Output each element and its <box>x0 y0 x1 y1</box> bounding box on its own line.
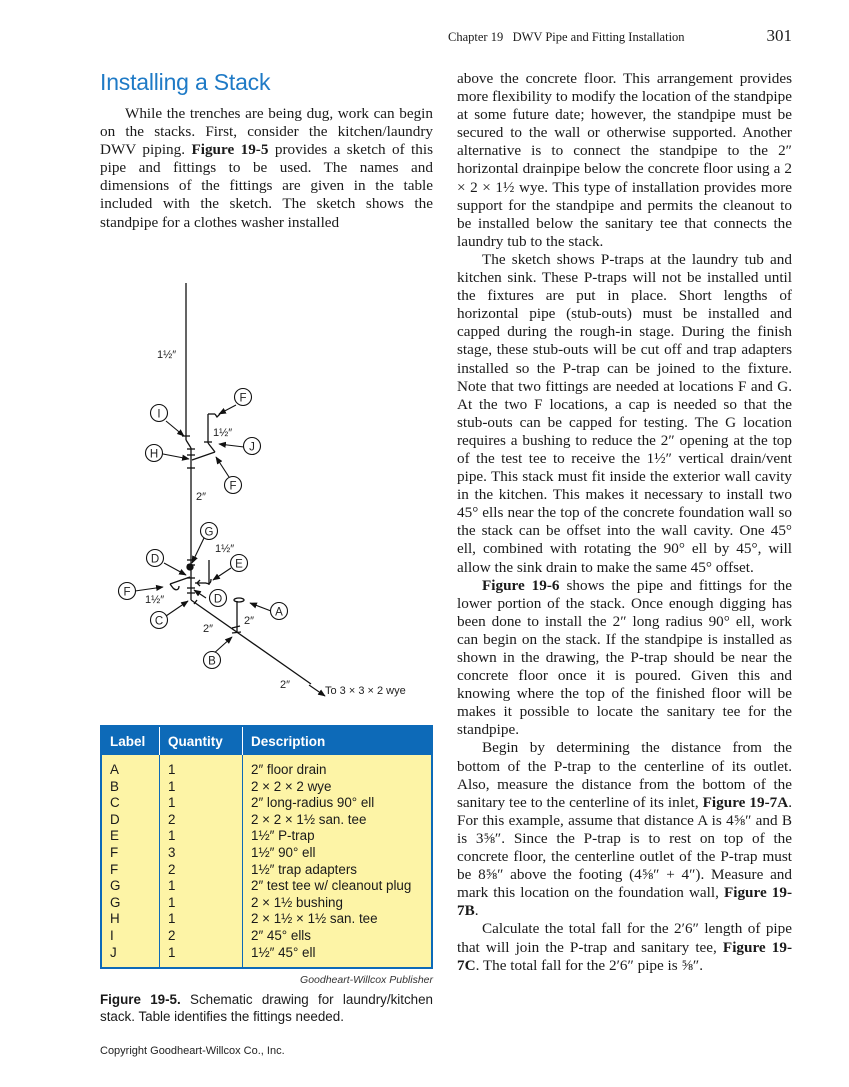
table-cell-quantity: 2 <box>168 861 176 877</box>
paragraph: Figure 19-6 shows the pipe and fittings for the lower portion of the stack. Once enough digging has been done to install the 2″ long radius 90° ell, work can begin on the stack. If the standpipe is installed as shown in the drawing, the P-trap should be near the concrete floor once it is poured. Given this and knowing where the top of the finished floor will be makes it possible to locate the sanitary tee for the standpipe. <box>457 576 792 739</box>
running-head <box>448 26 794 48</box>
caption-label: Figure 19-5. <box>100 992 181 1007</box>
table-cell-description: 2 × 2 × 1½ san. tee <box>251 811 367 827</box>
stack-schematic-diagram <box>100 278 440 708</box>
caption-text: Schematic drawing for laundry/kitchen stack. Table identifies the fittings needed. <box>100 992 433 1024</box>
right-body-text <box>457 70 792 975</box>
svg-text:1½″: 1½″ <box>215 543 235 555</box>
column-header-label: Label <box>102 727 160 755</box>
svg-text:A: A <box>275 606 283 619</box>
left-body-text <box>100 105 433 232</box>
table-cell-label: G <box>110 894 121 910</box>
table-body <box>102 755 431 967</box>
table-cell-description: 2 × 1½ × 1½ san. tee <box>251 911 378 927</box>
table-cell-quantity: 1 <box>168 911 176 927</box>
table-cell-description: 2″ 45° ells <box>251 927 311 943</box>
table-cell-quantity: 1 <box>168 944 176 960</box>
table-cell-label: A <box>110 762 119 777</box>
figure-reference[interactable]: Figure 19-7C <box>457 938 792 974</box>
svg-text:To 3 × 3 × 2 wye: To 3 × 3 × 2 wye <box>325 685 406 697</box>
table-cell-label: G <box>110 878 121 894</box>
figure-reference[interactable]: Figure 19-6 <box>482 576 560 594</box>
figure-caption <box>100 991 433 1025</box>
svg-text:1½″: 1½″ <box>145 594 165 606</box>
svg-text:F: F <box>123 586 131 599</box>
left-column <box>100 68 433 232</box>
svg-text:1½″: 1½″ <box>157 349 177 361</box>
table-cell-description: 2 × 1½ bushing <box>251 894 343 910</box>
table-cell-quantity: 3 <box>168 844 176 860</box>
figure-reference[interactable]: Figure 19-7B <box>457 884 792 920</box>
paragraph: The sketch shows P-traps at the laundry tub and kitchen sink. These P-traps will not be installed until the fixtures are put in place. Short lengths of horizontal pipe (stub-outs) must be installed and capped during the rough-in stage. During the finish stage, these stub-outs will be cut off and trap adapters installed so the P-trap can be joined to the fixture. Note that two fittings are needed at locations F and G. At the two F locations, a cap is needed so that the stub-outs can be capped for testing. The G location requires a bushing to reduce the 2″ opening at the top of the test tee to receive the 1½″ vertical drain/vent pipe. This stack must fit inside the exterior wall cavity in the kitchen. This makes it necessary to install two 45° ells near the top of the concrete foundation wall so the stack can be offset into the wall cavity. One 45° ell, combined with rotating the 90° ell by 45°, will allow the sink drain to make the same 45° offset. <box>457 250 792 576</box>
table-cell-description: 1½″ trap adapters <box>251 861 357 877</box>
svg-text:F: F <box>229 480 237 493</box>
svg-text:H: H <box>149 448 159 461</box>
fittings-table <box>100 725 433 969</box>
svg-text:G: G <box>204 526 214 539</box>
svg-text:2″: 2″ <box>203 623 214 635</box>
table-cell-label: F <box>110 844 119 860</box>
svg-text:I: I <box>157 408 161 421</box>
right-column <box>457 70 792 975</box>
table-cell-label: D <box>110 811 120 827</box>
table-cell-quantity: 1 <box>168 878 176 894</box>
table-header <box>102 727 431 755</box>
copyright-footer: Copyright Goodheart-Willcox Co., Inc. <box>100 1045 285 1057</box>
column-header-quantity: Quantity <box>160 727 243 755</box>
table-cell-description: 1½″ P-trap <box>251 828 315 844</box>
table-cell-label: J <box>110 944 117 960</box>
table-cell-description: 2″ floor drain <box>251 762 327 777</box>
table-cell-label: E <box>110 828 119 844</box>
table-cell-quantity: 1 <box>168 795 176 811</box>
paragraph: While the trenches are being dug, work can begin on the stacks. First, consider the kitchen/laundry DWV piping. Figure 19-5 provides a sketch of this pipe and fittings to be used. The names and dimensions of the fittings are given in the table included with the sketch. The sketch shows the standpipe for a clothes washer installed <box>100 105 433 231</box>
table-cell-description: 2″ test tee w/ cleanout plug <box>251 878 412 894</box>
table-cell-description: 2 × 2 × 2 wye <box>251 778 332 794</box>
table-cell-quantity: 1 <box>168 778 176 794</box>
paragraph: Begin by determining the distance from the bottom of the P-trap to the centerline of its outlet. Also, measure the distance from the bottom of the sanitary tee to the centerline of its inlet, Figure 19-7A. For this example, assume that distance A is 4⅝″ and B is 3⅝″. Since the P-trap is to rest on top of the concrete floor, the centerline outlet of the P-trap must be 8⅝″ above the footing (4⅝″ + 4″). Measure and mark this location on the foundation wall, Figure 19-7B. <box>457 739 792 920</box>
svg-text:J: J <box>249 441 255 454</box>
figure-credit: Goodheart-Willcox Publisher <box>300 974 433 986</box>
table-cell-label: I <box>110 927 114 943</box>
svg-text:2″: 2″ <box>244 615 255 627</box>
description-column <box>243 762 431 961</box>
figure-reference[interactable]: Figure 19-7A <box>702 793 789 811</box>
table-cell-label: F <box>110 861 119 877</box>
section-title: Installing a Stack <box>100 69 271 95</box>
table-cell-quantity: 1 <box>168 762 176 777</box>
table-cell-description: 1½″ 90° ell <box>251 844 316 860</box>
table-cell-quantity: 1 <box>168 828 176 844</box>
table-cell-label: H <box>110 911 120 927</box>
table-cell-quantity: 1 <box>168 894 176 910</box>
svg-text:D: D <box>150 553 160 566</box>
table-cell-description: 2″ long-radius 90° ell <box>251 795 375 811</box>
svg-text:2″: 2″ <box>196 491 207 503</box>
table-cell-label: C <box>110 795 120 811</box>
chapter-title: Chapter 19 DWV Pipe and Fitting Installation <box>448 30 685 44</box>
table-cell-quantity: 2 <box>168 811 176 827</box>
svg-text:F: F <box>239 392 247 405</box>
paragraph: above the concrete floor. This arrangement provides more flexibility to modify the location of the standpipe at some future date; however, the standpipe must be secured to the wall or otherwise supported. Another alternative is to connect the standpipe to the 2″ horizontal drainpipe below the concrete floor using a 2 × 2 × 1½ wye. This type of installation provides more support for the standpipe and permits the cleanout to be installed below the sanitary tee that connects the laundry tub to the stack. <box>457 70 792 250</box>
svg-text:B: B <box>208 655 216 668</box>
table-cell-label: B <box>110 778 119 794</box>
quantity-column <box>160 755 243 967</box>
svg-text:D: D <box>213 593 223 606</box>
svg-text:2″: 2″ <box>280 679 291 691</box>
page-number: 301 <box>766 26 792 45</box>
svg-text:C: C <box>154 615 164 628</box>
label-column <box>102 755 160 967</box>
table-cell-description: 1½″ 45° ell <box>251 944 316 960</box>
paragraph: Calculate the total fall for the 2′6″ length of pipe that will join the P-trap and sanitary tee, Figure 19-7C. The total fall for the 2′6″ pipe is ⅝″. <box>457 920 792 974</box>
svg-text:E: E <box>235 558 243 571</box>
table-cell-quantity: 2 <box>168 927 176 943</box>
column-header-description: Description <box>251 733 326 749</box>
svg-text:1½″: 1½″ <box>213 427 233 439</box>
figure-reference[interactable]: Figure 19-5 <box>191 141 269 159</box>
